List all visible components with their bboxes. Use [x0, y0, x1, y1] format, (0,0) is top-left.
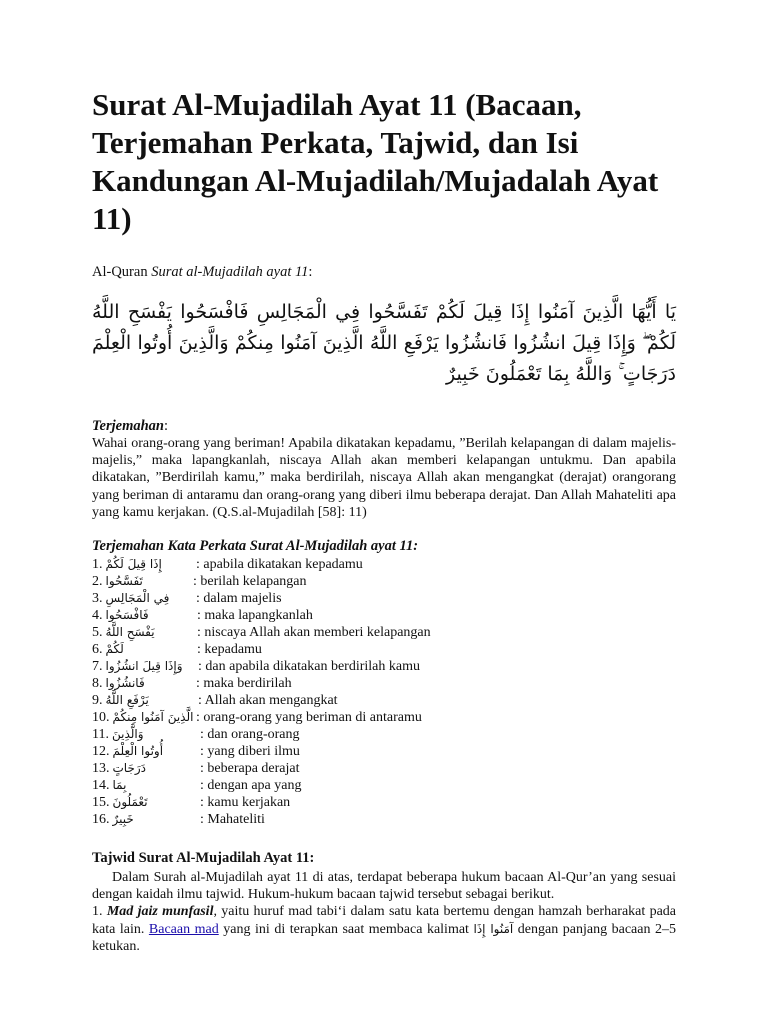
translation-label-text: Terjemahan — [92, 418, 164, 434]
item-arabic: الَّذِينَ آمَنُوا مِنكُمْ — [112, 710, 194, 725]
tajwid-arabic-phrase: آمَنُوا إِذَا — [473, 921, 514, 936]
word-by-word-item — [92, 607, 676, 624]
item-arabic: لَكُمْ — [105, 642, 124, 657]
item-meaning: : berilah kelapangan — [193, 574, 307, 590]
bacaan-mad-link[interactable]: Bacaan mad — [148, 921, 219, 937]
item-number: 9. — [92, 693, 103, 709]
item-number: 6. — [92, 642, 103, 658]
item-arabic: فِي الْمَجَالِسِ — [105, 591, 170, 606]
tajwid-point-num: 1. — [92, 904, 107, 920]
item-arabic: وَالَّذِينَ — [111, 727, 144, 742]
arabic-verse: يَا أَيُّهَا الَّذِينَ آمَنُوا إِذَا قِيلَ لَكُمْ تَفَسَّحُوا فِي الْمَجَالِسِ فَافْسَحُوا يَفْسَحِ اللَّهُ لَكُمْ ۖ وَإِذَا قِيلَ انشُزُوا فَانشُزُوا يَرْفَعِ اللَّهُ الَّذِينَ آمَنُوا مِنكُمْ وَالَّذِينَ أُوتُوا الْعِلْمَ دَرَجَاتٍ ۚ وَاللَّهُ بِمَا تَعْمَلُونَ خَبِيرٌ — [92, 301, 676, 385]
intro-line — [92, 264, 676, 281]
item-number: 12. — [92, 744, 110, 760]
translation-text: Wahai orang-orang yang beriman! Apabila dikatakan kepadamu, ”Berilah kelapangan di dalam majelis-majelis,” maka lapangkanlah, niscaya Allah akan memberi kelapangan untukmu. Dan apabila dikatakan, ”Berdirilah kamu,” maka berdirilah, niscaya Allah akan mengangkat (derajat) orangorang yang beriman di antaramu dan orang-orang yang diberi ilmu beberapa derajat. Dan Allah Mahateliti apa yang kamu kerjakan. (Q.S.al-Mujadilah [58]: 11) — [92, 436, 676, 520]
item-arabic: يَرْفَعِ اللَّهُ — [105, 693, 149, 708]
item-meaning: : Mahateliti — [200, 812, 265, 828]
item-number: 7. — [92, 659, 103, 675]
item-number: 3. — [92, 591, 103, 607]
item-number: 2. — [92, 574, 103, 590]
tajwid-point-1 — [92, 903, 676, 955]
item-arabic: تَفَسَّحُوا — [105, 574, 143, 589]
item-meaning: : dengan apa yang — [200, 778, 302, 794]
tajwid-intro: Dalam Surah al-Mujadilah ayat 11 di atas, terdapat beberapa hukum bacaan Al-Qur’an yang sesuai dengan kaidah ilmu tajwid. Hukum-hukum bacaan tajwid tersebut sebagai berikut. — [92, 870, 676, 903]
item-number: 4. — [92, 608, 103, 624]
word-by-word-item — [92, 573, 676, 590]
word-by-word-item — [92, 675, 676, 692]
word-by-word-item — [92, 692, 676, 709]
item-meaning: : beberapa derajat — [200, 761, 300, 777]
item-number: 10. — [92, 710, 110, 726]
item-arabic: خَبِيرٌ — [112, 812, 134, 827]
word-by-word-item — [92, 709, 676, 726]
item-number: 8. — [92, 676, 103, 692]
intro-suffix: : — [308, 264, 313, 280]
word-by-word-item — [92, 556, 676, 573]
intro-surah: Surat al-Mujadilah ayat 11 — [151, 264, 309, 280]
word-by-word-item — [92, 743, 676, 760]
word-by-word-item — [92, 641, 676, 658]
item-arabic: تَعْمَلُونَ — [112, 795, 148, 810]
word-by-word-item — [92, 794, 676, 811]
item-arabic: وَإِذَا قِيلَ انشُزُوا — [105, 659, 183, 674]
translation-label — [92, 418, 676, 435]
word-by-word-item — [92, 760, 676, 777]
translation-label-colon: : — [163, 418, 169, 434]
item-arabic: دَرَجَاتٍ — [112, 761, 147, 776]
item-meaning: : dalam majelis — [196, 591, 282, 607]
item-arabic: بِمَا — [112, 778, 127, 793]
item-number: 14. — [92, 778, 110, 794]
word-by-word-item — [92, 658, 676, 675]
tajwid-text-c: dengan panjang bacaan 2–5 ketukan. — [92, 921, 677, 954]
item-meaning: : niscaya Allah akan memberi kelapangan — [197, 625, 431, 641]
item-meaning: : maka berdirilah — [196, 676, 292, 692]
item-number: 11. — [92, 727, 109, 743]
item-meaning: : orang-orang yang beriman di antaramu — [196, 710, 422, 726]
item-number: 15. — [92, 795, 110, 811]
word-by-word-item — [92, 811, 676, 828]
item-meaning: : dan orang-orang — [200, 727, 300, 743]
item-number: 1. — [92, 557, 103, 573]
item-arabic: إِذَا قِيلَ لَكُمْ — [105, 557, 162, 572]
tajwid-title: Tajwid Surat Al-Mujadilah Ayat 11: — [92, 850, 315, 867]
item-number: 16. — [92, 812, 110, 828]
item-meaning: : dan apabila dikatakan berdirilah kamu — [198, 659, 420, 675]
page-title: Surat Al-Mujadilah Ayat 11 (Bacaan, Terjemahan Perkata, Tajwid, dan Isi Kandungan Al-Mujadilah/Mujadalah Ayat 11) — [92, 87, 659, 236]
item-meaning: : kepadamu — [197, 642, 262, 658]
tajwid-term: Mad jaiz munfasil — [106, 904, 214, 920]
word-by-word-item — [92, 624, 676, 641]
item-number: 13. — [92, 761, 110, 777]
item-number: 5. — [92, 625, 103, 641]
item-arabic: فَانشُزُوا — [105, 676, 145, 691]
item-meaning: : apabila dikatakan kepadamu — [196, 557, 363, 573]
word-by-word-title: Terjemahan Kata Perkata Surat Al-Mujadilah ayat 11: — [92, 538, 419, 555]
item-meaning: : kamu kerjakan — [200, 795, 291, 811]
item-arabic: فَافْسَحُوا — [105, 608, 149, 623]
word-by-word-item — [92, 726, 676, 743]
tajwid-text-a: , yaitu huruf mad tabi‘i dalam satu kata bertemu dengan hamzah berharakat pada kata lain. — [92, 904, 676, 937]
item-meaning: : Allah akan mengangkat — [198, 693, 338, 709]
intro-prefix: Al-Quran — [92, 264, 152, 280]
item-arabic: يَفْسَحِ اللَّهُ — [105, 625, 155, 640]
item-meaning: : yang diberi ilmu — [200, 744, 300, 760]
word-by-word-item — [92, 590, 676, 607]
item-arabic: أُوتُوا الْعِلْمَ — [112, 744, 164, 759]
word-by-word-item — [92, 777, 676, 794]
item-meaning: : maka lapangkanlah — [197, 608, 313, 624]
word-by-word-list — [92, 556, 676, 828]
tajwid-text-b: yang ini di terapkan saat membaca kalimat — [218, 921, 474, 937]
